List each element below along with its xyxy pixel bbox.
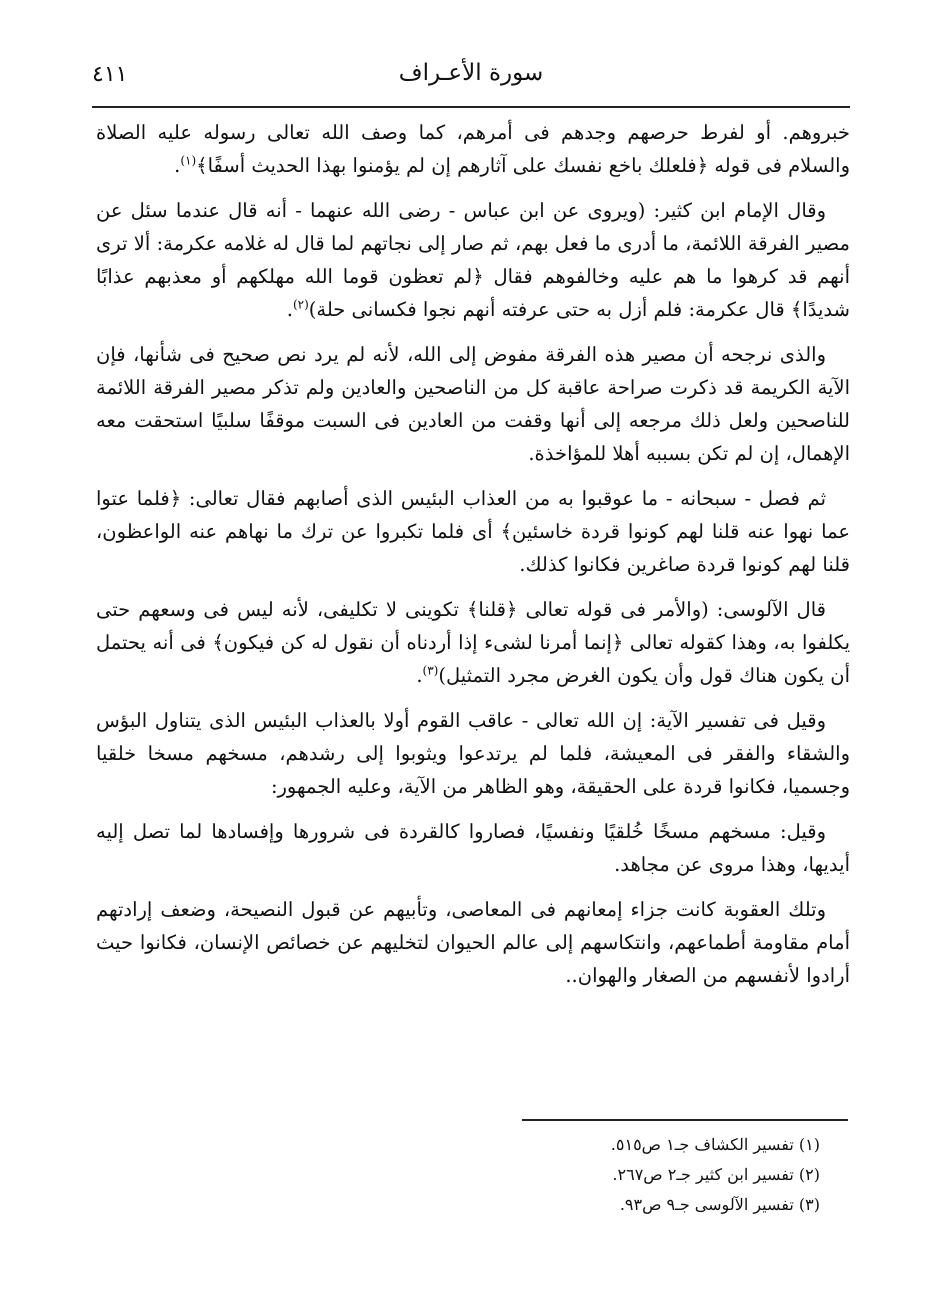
paragraph-end: . [174, 154, 181, 177]
paragraph-end: . [286, 298, 293, 321]
paragraph-text: وقيل فى تفسير الآية: إن الله تعالى - عاقب القوم أولا بالعذاب البئيس الذى يتناول البؤس والشقاء والفقر فى المعيشة، فلما لم يرتدعوا ويثوبوا إلى رشدهم، مسخهم مسخا خلقيا وجسميا، فكانوا قردة على الحقيقة، وهو الظاهر من الآية، وعليه الجمهور: [96, 709, 850, 798]
paragraph-text: والذى نرجحه أن مصير هذه الفرقة مفوض إلى الله، لأنه لم يرد نص صحيح فى شأنها، فإن الآية الكريمة قد ذكرت صراحة عاقبة كل من الناصحين والعادين ولم تذكر مصير الفرقة اللائمة للناصحين ولعل ذلك مرجعه إلى أنها وقفت من العادين فى السبت موقفًا سلبيًا استحقت معه الإهمال، إن لم تكن بسببه أهلا للمؤاخذة. [96, 343, 850, 465]
paragraph-text: خبروهم. أو لفرط حرصهم وجدهم فى أمرهم، كما وصف الله تعالى رسوله عليه الصلاة والسلام فى قوله ﴿فلعلك باخع نفسك على آثارهم إن لم يؤمنوا بهذا الحديث أسفًا﴾ [96, 121, 850, 177]
footnote-3: (٣) تفسير الآلوسى جـ٩ ص٩٣. [619, 1195, 820, 1214]
paragraph-3 [96, 338, 850, 470]
paragraph-6 [96, 704, 850, 803]
page-number: ٤١١ [92, 62, 128, 87]
paragraph-text: ثم فصل - سبحانه - ما عوقبوا به من العذاب البئيس الذى أصابهم فقال تعالى: ﴿فلما عتوا عما نهوا عنه قلنا لهم كونوا قردة خاسئين﴾ أى فلما تكبروا عن ترك ما نهاهم عنه الواعظون، قلنا لهم كونوا قردة صاغرين فكانوا كذلك. [96, 487, 850, 576]
paragraph-2 [96, 194, 850, 326]
page-header [92, 58, 850, 108]
paragraph-text: وقيل: مسخهم مسخًا خُلقيًا ونفسيًا، فصاروا كالقردة فى شرورها وإفسادها لما تصل إليه أيديها، وهذا مروى عن مجاهد. [96, 820, 850, 876]
paragraph-1 [96, 116, 850, 182]
paragraph-end: . [416, 664, 423, 687]
paragraph-4 [96, 482, 850, 581]
footnote-1: (١) تفسير الكشاف جـ١ ص٥١٥. [610, 1135, 820, 1154]
paragraph-text: وقال الإمام ابن كثير: (ويروى عن ابن عباس - رضى الله عنهما - أنه قال عندما سئل عن مصير الفرقة اللائمة، ما أدرى ما فعل بهم، ثم صار إلى نجاتهم لما قال له غلامه عكرمة: ألا ترى أنهم قد كرهوا ما هم عليه وخالفوهم فقال ﴿لم تعظون قوما الله مهلكهم أو معذبهم عذابًا شديدًا﴾ قال عكرمة: فلم أزل به حتى عرفته أنهم نجوا فكسانى حلة) [96, 199, 850, 321]
paragraph-text: وتلك العقوبة كانت جزاء إمعانهم فى المعاصى، وتأبيهم عن قبول النصيحة، وضعف إرادتهم أمام مقاومة أطماعهم، وانتكاسهم إلى عالم الحيوان لتخليهم عن خصائص الإنسان، فكانوا حيث أرادوا لأنفسهم من الصغار والهوان.. [96, 898, 850, 987]
footnote-divider [522, 1119, 848, 1121]
paragraph-text: قال الآلوسى: (والأمر فى قوله تعالى ﴿قلنا﴾ تكوينى لا تكليفى، لأنه ليس فى وسعهم حتى يكلفوا به، وهذا كقوله تعالى ﴿إنما أمرنا لشىء إذا أردناه أن نقول له كن فيكون﴾ فى أنه يحتمل أن يكون هناك قول وأن يكون الغرض مجرد التمثيل) [96, 598, 850, 687]
footnote-2: (٢) تفسير ابن كثير جـ٢ ص٢٦٧. [612, 1165, 820, 1184]
footnotes [480, 1130, 820, 1220]
page-body [96, 116, 850, 1004]
footnote-ref-1: (١) [180, 153, 197, 168]
paragraph-7 [96, 815, 850, 881]
footnote-ref-2: (٢) [292, 297, 309, 312]
paragraph-5 [96, 593, 850, 692]
surah-title: سورة الأعـراف [398, 60, 544, 86]
footnote-ref-3: (٣) [422, 663, 439, 678]
paragraph-8 [96, 893, 850, 992]
